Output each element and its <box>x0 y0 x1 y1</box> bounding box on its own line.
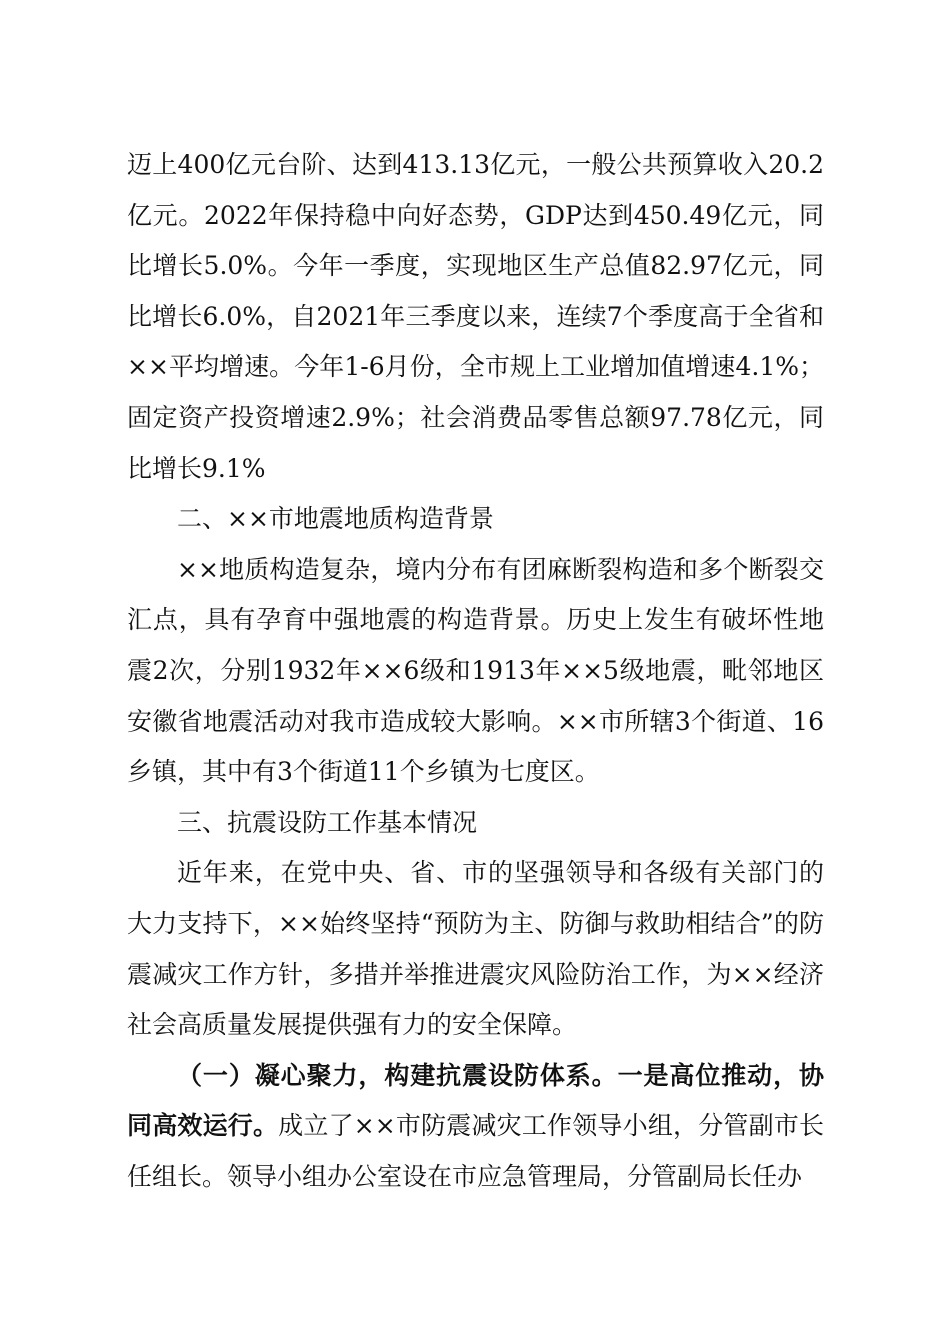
section-heading-seismic-work: 三、抗震设防工作基本情况 <box>177 807 478 837</box>
document-body <box>127 140 824 1202</box>
paragraph-economy: 迈上400亿元台阶、达到413.13亿元，一般公共预算收入20.2亿元。2022年保持稳中向好态势，GDP达到450.49亿元，同比增长5.0%。今年一季度，实现地区生产总值82.97亿元，同比增长6.0%，自2021年三季度以来，连续7个季度高于全省和××平均增速。今年1-6月份，全市规上工业增加值增速4.1%；固定资产投资增速2.9%；社会消费品零售总额97.78亿元，同比增长9.1% <box>127 150 824 483</box>
section-heading-geology: 二、××市地震地质构造背景 <box>177 504 494 534</box>
paragraph-geology: ××地质构造复杂，境内分布有团麻断裂构造和多个断裂交汇点，具有孕育中强地震的构造背景。历史上发生有破坏性地震2次，分别1932年××6级和1913年××5级地震，毗邻地区安徽省地震活动对我市造成较大影响。××市所辖3个街道、16乡镇，其中有3个街道11个乡镇为七度区。 <box>127 554 824 787</box>
paragraph-system <box>127 1051 824 1203</box>
paragraph-system-text: 成立了××市防震减灾工作领导小组，分管副市长任组长。领导小组办公室设在市应急管理局，分管副局长任办 <box>127 1111 824 1191</box>
paragraph-system-bold-lead: （一）凝心聚力，构建抗震设防体系。一是高位推动，协同高效运行。 <box>127 1060 824 1141</box>
paragraph-seismic-work: 近年来，在党中央、省、市的坚强领导和各级有关部门的大力支持下，××始终坚持“预防为主、防御与救助相结合”的防震减灾工作方针，多措并举推进震灾风险防治工作，为××经济社会高质量发展提供强有力的安全保障。 <box>127 858 824 1040</box>
